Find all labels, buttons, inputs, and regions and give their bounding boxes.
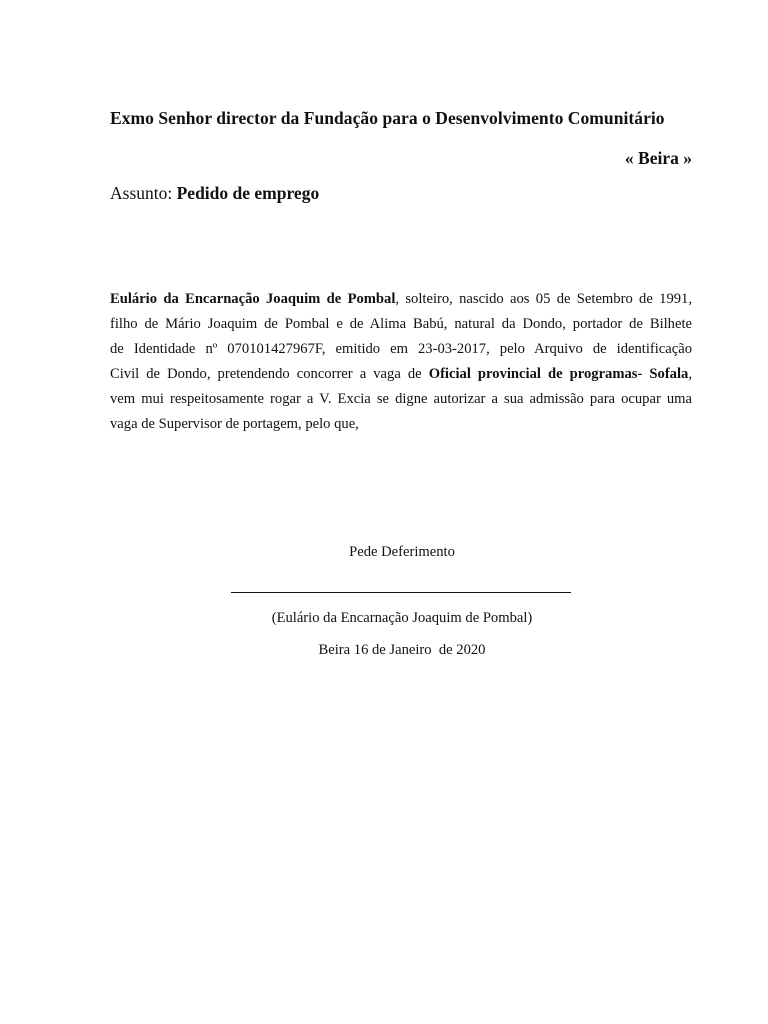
place-heading: « Beira » [624,148,692,168]
subject-value: Pedido de emprego [176,183,320,203]
date-line [18,642,768,659]
body-line-4-end: , [688,366,692,382]
subject-line [110,183,319,204]
body-line-3: de Identidade nº 070101427967F, emitido em 23-03-2017, pelo Arquivo de identificação [110,341,692,357]
applicant-name: Eulário da Encarnação Joaquim de Pombal [110,291,396,307]
position-title: Oficial provincial de programas- Sofala [428,366,689,382]
body-line-4-text: Civil de Dondo, pretendendo concorrer a vaga de [110,366,429,382]
body-line-1 [110,287,692,312]
body-line-2: filho de Mário Joaquim de Pombal e de Alima Babú, natural da Dondo, portador de Bilhete [110,316,692,332]
subject-label: Assunto: [110,183,177,203]
body-line-6: vaga de Supervisor de portagem, pelo que, [110,416,359,432]
letter-body [110,287,692,437]
signature-line [231,592,571,593]
addressee-heading: Exmo Senhor director da Fundação para o Desenvolvimento Comunitário [110,108,665,128]
request-text: Pede Deferimento [349,544,455,560]
signature-name: (Eulário da Encarnação Joaquim de Pombal) [271,610,533,626]
body-line-1-text: , solteiro, nascido aos 05 de Setembro de 1991, [395,291,692,307]
body-line-4 [110,362,692,387]
date-text: Beira 16 de Janeiro de 2020 [318,642,486,658]
body-line-5: vem mui respeitosamente rogar a V. Excia se digne autorizar a sua admissão para ocupar uma [110,391,692,407]
